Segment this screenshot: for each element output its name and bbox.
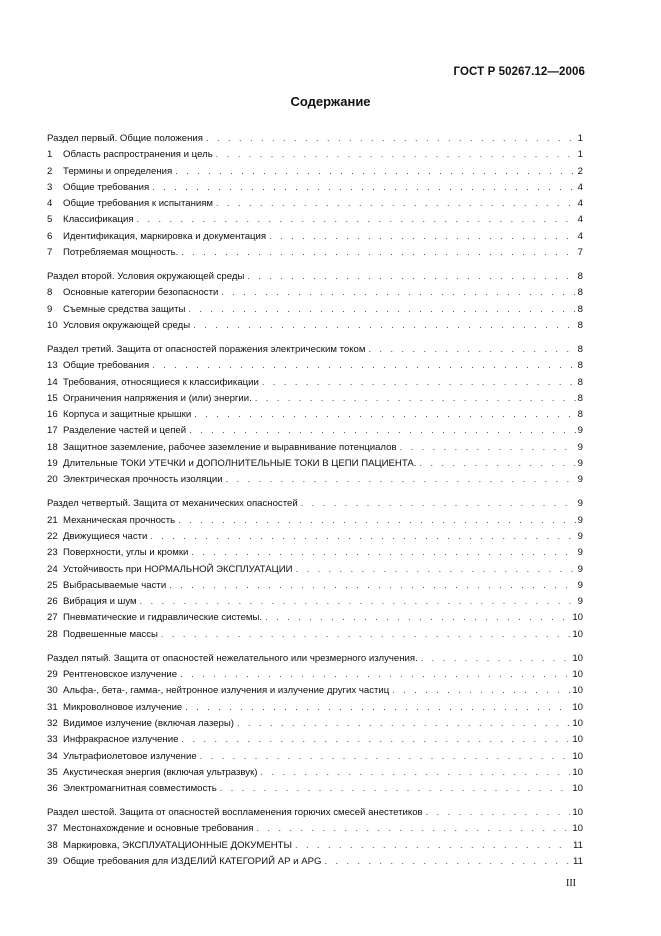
toc-page-number: 10 xyxy=(572,628,583,640)
toc-page-number: 10 xyxy=(572,734,583,746)
toc-dot-leader xyxy=(301,498,576,509)
toc-item-row xyxy=(47,664,583,680)
toc-page-number: 8 xyxy=(577,303,583,315)
toc-section-label: Раздел первый. Общие положения xyxy=(47,133,203,144)
toc-item-number: 36 xyxy=(47,783,58,795)
toc-dot-leader xyxy=(237,718,570,729)
toc-item-number: 30 xyxy=(47,685,58,697)
toc-item-number: 5 xyxy=(47,214,53,226)
toc-dot-leader xyxy=(295,840,571,851)
toc-item-label: Основные категории безопасности xyxy=(63,287,219,299)
toc-item-row xyxy=(47,729,583,745)
toc-item-label: Длительные ТОКИ УТЕЧКИ и ДОПОЛНИТЕЛЬНЫЕ ТОКИ В ЦЕПИ ПАЦИЕНТА. xyxy=(63,458,417,470)
toc-item-number: 24 xyxy=(47,563,58,575)
toc-item-label: Условия окружающей среды xyxy=(63,319,191,331)
toc-item-label: Механическая прочность xyxy=(63,514,176,526)
toc-item-row xyxy=(47,542,583,558)
toc-page-number: 10 xyxy=(572,685,583,697)
toc-item-label: Классификация xyxy=(63,214,134,226)
toc-dot-leader xyxy=(193,320,576,331)
toc-item-row xyxy=(47,680,583,696)
toc-page-number: 2 xyxy=(577,165,583,177)
toc-page-number: 10 xyxy=(572,783,583,795)
toc-item-row xyxy=(47,607,583,623)
toc-item-label: Общие требования к испытаниям xyxy=(63,198,214,210)
toc-item-number: 1 xyxy=(47,149,53,161)
toc-dot-leader xyxy=(226,474,576,485)
toc-item-label: Пневматические и гидравлические системы. xyxy=(63,612,263,624)
toc-page-number: 7 xyxy=(577,247,583,259)
toc-dot-leader xyxy=(180,669,570,680)
toc-dot-leader xyxy=(392,685,570,696)
toc-item-number: 2 xyxy=(47,165,53,177)
toc-page-number: 9 xyxy=(577,514,583,526)
toc-item-number: 7 xyxy=(47,247,53,259)
toc-page-number: 4 xyxy=(577,230,583,242)
toc-item-row xyxy=(47,160,583,176)
toc-item-label: Выбрасываемые части xyxy=(63,579,167,591)
toc-item-number: 39 xyxy=(47,855,58,867)
toc-dot-leader xyxy=(175,166,575,177)
toc-dot-leader xyxy=(419,458,575,469)
toc-page-number: 4 xyxy=(577,214,583,226)
toc-item-label: Местонахождение и основные требования xyxy=(63,823,254,835)
toc-dot-leader xyxy=(262,377,576,388)
toc-page-number: 8 xyxy=(577,392,583,404)
toc-item-number: 33 xyxy=(47,734,58,746)
toc-dot-leader xyxy=(178,515,576,526)
toc-dot-leader xyxy=(216,198,576,209)
toc-dot-leader xyxy=(181,734,570,745)
toc-item-row xyxy=(47,509,583,525)
toc-section-label: Раздел шестой. Защита от опасностей воспламенения горючих смесей анестетиков xyxy=(47,807,423,819)
toc-page-number: 9 xyxy=(577,563,583,575)
toc-page-number: 4 xyxy=(577,181,583,193)
toc-dot-leader xyxy=(216,149,576,160)
toc-dot-leader xyxy=(255,393,576,404)
toc-page-number: 11 xyxy=(573,855,583,867)
table-of-contents xyxy=(47,124,583,867)
toc-section-row xyxy=(47,262,583,282)
toc-item-label: Термины и определения xyxy=(63,165,173,177)
toc-section-label: Раздел четвертый. Защита от механических опасностей xyxy=(47,498,298,510)
toc-item-label: Разделение частей и цепей xyxy=(63,425,187,437)
toc-page-number: 9 xyxy=(577,441,583,453)
toc-item-row xyxy=(47,355,583,371)
toc-title: Содержание xyxy=(290,94,371,109)
toc-dot-leader xyxy=(261,767,571,778)
toc-dot-leader xyxy=(152,360,575,371)
toc-item-row xyxy=(47,575,583,591)
toc-item-row xyxy=(47,144,583,160)
toc-item-number: 20 xyxy=(47,474,58,486)
toc-item-row xyxy=(47,526,583,542)
toc-item-number: 27 xyxy=(47,612,58,624)
toc-page-number: 9 xyxy=(577,425,583,437)
toc-dot-leader xyxy=(169,580,575,591)
toc-item-label: Альфа-, бета-, гамма-, нейтронное излучения и излучение других частиц xyxy=(63,685,390,697)
toc-dot-leader xyxy=(296,564,576,575)
toc-item-row xyxy=(47,851,583,867)
toc-page-number: 9 xyxy=(577,547,583,559)
toc-item-row xyxy=(47,193,583,209)
toc-item-label: Область распространения и цель xyxy=(63,149,213,161)
toc-item-row xyxy=(47,713,583,729)
toc-item-row xyxy=(47,388,583,404)
toc-item-row xyxy=(47,315,583,331)
toc-item-label: Микроволновое излучение xyxy=(63,701,183,713)
toc-page-number: 10 xyxy=(572,701,583,713)
toc-item-row xyxy=(47,225,583,241)
toc-item-row xyxy=(47,623,583,639)
toc-item-label: Общие требования для ИЗДЕЛИЙ КАТЕГОРИЙ АР и APG xyxy=(63,855,322,867)
toc-item-number: 3 xyxy=(47,181,53,193)
toc-item-label: Общие требования xyxy=(63,181,150,193)
toc-item-row xyxy=(47,762,583,778)
toc-page-number: 9 xyxy=(577,579,583,591)
toc-item-label: Устойчивость при НОРМАЛЬНОЙ ЭКСПЛУАТАЦИИ xyxy=(63,563,293,575)
toc-page-number: 9 xyxy=(577,458,583,470)
toc-dot-leader xyxy=(400,442,576,453)
toc-item-number: 28 xyxy=(47,628,58,640)
toc-item-number: 13 xyxy=(47,360,58,372)
toc-section-row xyxy=(47,798,583,818)
toc-dot-leader xyxy=(221,287,575,298)
toc-page-number: 1 xyxy=(577,149,583,161)
toc-dot-leader xyxy=(150,531,575,542)
toc-item-row xyxy=(47,298,583,314)
toc-page-number: 10 xyxy=(572,750,583,762)
toc-page-number: 9 xyxy=(577,474,583,486)
toc-item-row xyxy=(47,371,583,387)
toc-item-number: 8 xyxy=(47,287,53,299)
toc-item-number: 34 xyxy=(47,750,58,762)
toc-section-row xyxy=(47,124,583,144)
toc-section-label: Раздел второй. Условия окружающей среды xyxy=(47,271,245,283)
toc-page-number: 8 xyxy=(577,319,583,331)
toc-item-label: Электрическая прочность изоляции xyxy=(63,474,223,486)
toc-dot-leader xyxy=(256,823,570,834)
toc-page-number: 9 xyxy=(577,498,583,510)
toc-item-row xyxy=(47,745,583,761)
toc-item-row xyxy=(47,469,583,485)
toc-item-number: 35 xyxy=(47,766,58,778)
toc-item-row xyxy=(47,436,583,452)
toc-item-label: Движущиеся части xyxy=(63,530,148,542)
toc-section-row xyxy=(47,335,583,355)
toc-section-row xyxy=(47,644,583,664)
toc-item-row xyxy=(47,242,583,258)
toc-item-label: Инфракрасное излучение xyxy=(63,734,179,746)
toc-dot-leader xyxy=(247,271,575,282)
toc-item-number: 38 xyxy=(47,839,58,851)
toc-item-number: 22 xyxy=(47,530,58,542)
toc-item-label: Корпуса и защитные крышки xyxy=(63,409,192,421)
toc-item-row xyxy=(47,778,583,794)
toc-page-number: 8 xyxy=(577,409,583,421)
toc-dot-leader xyxy=(265,612,570,623)
toc-page-number: 4 xyxy=(577,198,583,210)
toc-item-label: Акустическая энергия (включая ультразвук) xyxy=(63,766,258,778)
toc-item-label: Защитное заземление, рабочее заземление и выравнивание потенциалов xyxy=(63,441,397,453)
toc-dot-leader xyxy=(191,547,575,558)
toc-dot-leader xyxy=(421,653,571,664)
toc-dot-leader xyxy=(188,304,575,315)
toc-item-number: 37 xyxy=(47,823,58,835)
toc-dot-leader xyxy=(161,629,570,640)
toc-item-label: Маркировка, ЭКСПЛУАТАЦИОННЫЕ ДОКУМЕНТЫ xyxy=(63,839,292,851)
toc-page-number: 8 xyxy=(577,360,583,372)
toc-item-number: 31 xyxy=(47,701,58,713)
toc-item-row xyxy=(47,818,583,834)
toc-dot-leader xyxy=(269,231,576,242)
toc-item-row xyxy=(47,282,583,298)
toc-dot-leader xyxy=(140,596,576,607)
toc-item-row xyxy=(47,558,583,574)
toc-page-number: 10 xyxy=(572,807,583,819)
toc-page-number: 10 xyxy=(572,652,583,664)
toc-page-number: 10 xyxy=(572,717,583,729)
toc-dot-leader xyxy=(137,214,576,225)
toc-dot-leader xyxy=(194,409,575,420)
toc-page-number: 8 xyxy=(577,271,583,283)
document-code: ГОСТ Р 50267.12—2006 xyxy=(453,66,585,78)
toc-item-label: Общие требования xyxy=(63,360,150,372)
toc-item-number: 14 xyxy=(47,376,58,388)
toc-item-number: 26 xyxy=(47,596,58,608)
toc-section-label: Раздел третий. Защита от опасностей поражения электрическим током xyxy=(47,343,366,355)
toc-item-row xyxy=(47,177,583,193)
toc-item-number: 6 xyxy=(47,230,53,242)
toc-item-row xyxy=(47,209,583,225)
toc-page-number: 10 xyxy=(572,612,583,624)
toc-dot-leader xyxy=(185,702,570,713)
toc-item-number: 19 xyxy=(47,458,58,470)
toc-item-label: Идентификация, маркировка и документация xyxy=(63,230,267,242)
toc-dot-leader xyxy=(189,425,576,436)
toc-page-number: 10 xyxy=(572,669,583,681)
toc-item-row xyxy=(47,834,583,850)
toc-item-label: Потребляемая мощность. xyxy=(63,247,179,259)
toc-item-row xyxy=(47,591,583,607)
toc-item-row xyxy=(47,696,583,712)
toc-dot-leader xyxy=(368,344,575,355)
toc-item-label: Ограничения напряжения и (или) энергии. xyxy=(63,392,252,404)
toc-item-row xyxy=(47,404,583,420)
toc-item-number: 9 xyxy=(47,303,53,315)
toc-item-number: 4 xyxy=(47,198,53,210)
toc-page-number: 8 xyxy=(577,343,583,355)
toc-item-number: 21 xyxy=(47,514,58,526)
toc-section-row xyxy=(47,489,583,509)
toc-item-number: 23 xyxy=(47,547,58,559)
toc-item-number: 10 xyxy=(47,319,58,331)
toc-item-label: Подвешенные массы xyxy=(63,628,158,640)
toc-dot-leader xyxy=(220,783,571,794)
toc-item-number: 17 xyxy=(47,425,58,437)
toc-dot-leader xyxy=(152,182,575,193)
toc-page-number: 8 xyxy=(577,287,583,299)
toc-item-label: Вибрация и шум xyxy=(63,596,137,608)
toc-dot-leader xyxy=(206,133,576,144)
toc-dot-leader xyxy=(426,807,571,818)
toc-section-label: Раздел пятый. Защита от опасностей нежелательного или чрезмерного излучения. xyxy=(47,652,418,664)
toc-item-label: Съемные средства защиты xyxy=(63,303,186,315)
toc-dot-leader xyxy=(181,247,575,258)
toc-dot-leader xyxy=(200,751,571,762)
toc-item-row xyxy=(47,453,583,469)
toc-item-number: 15 xyxy=(47,392,58,404)
toc-page-number: 9 xyxy=(577,530,583,542)
toc-item-label: Ультрафиолетовое излучение xyxy=(63,750,197,762)
toc-page-number: 10 xyxy=(572,823,583,835)
toc-page-number: 11 xyxy=(573,839,583,851)
page-number: III xyxy=(566,878,576,889)
toc-dot-leader xyxy=(324,856,571,867)
toc-item-number: 25 xyxy=(47,579,58,591)
toc-item-number: 32 xyxy=(47,717,58,729)
toc-page-number: 10 xyxy=(572,766,583,778)
toc-item-row xyxy=(47,420,583,436)
toc-page-number: 9 xyxy=(577,596,583,608)
toc-item-number: 16 xyxy=(47,409,58,421)
toc-page-number: 8 xyxy=(577,376,583,388)
toc-item-label: Рентгеновское излучение xyxy=(63,669,178,681)
toc-page-number: 1 xyxy=(577,133,583,144)
toc-item-label: Электромагнитная совместимость xyxy=(63,783,217,795)
toc-item-label: Требования, относящиеся к классификации xyxy=(63,376,259,388)
toc-item-number: 29 xyxy=(47,669,58,681)
toc-item-label: Поверхности, углы и кромки xyxy=(63,547,189,559)
toc-item-label: Видимое излучение (включая лазеры) xyxy=(63,717,234,729)
toc-item-number: 18 xyxy=(47,441,58,453)
